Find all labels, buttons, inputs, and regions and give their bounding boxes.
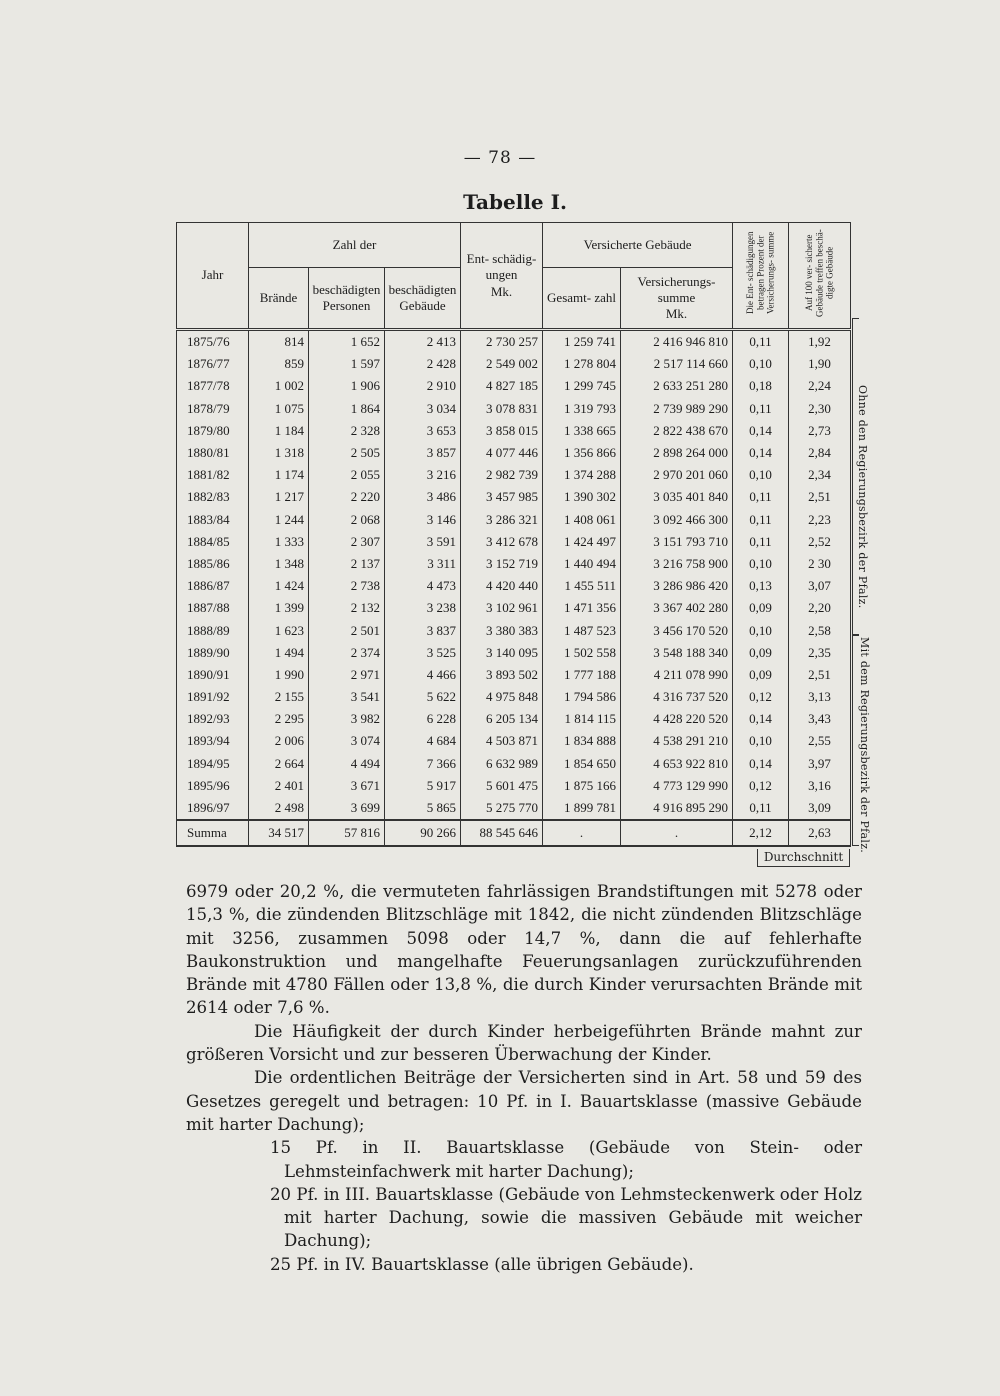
cell-personen: 2 505 bbox=[309, 442, 385, 464]
cell-jahr: 1889/90 bbox=[177, 642, 249, 664]
cell-gebaeude: 2 910 bbox=[385, 375, 461, 397]
cell-auf100: 3,13 bbox=[789, 686, 851, 708]
cell-gesamt: 1 424 497 bbox=[543, 531, 621, 553]
side-note-ohne-pfalz: Ohne den Regierungsbezirk der Pfalz. bbox=[856, 385, 869, 609]
header-personen: beschädigten Personen bbox=[309, 268, 385, 330]
cell-personen: 2 971 bbox=[309, 664, 385, 686]
cell-entsch: 2 730 257 bbox=[461, 330, 543, 354]
cell-proz: 0,14 bbox=[733, 442, 789, 464]
cell-summe: 2 822 438 670 bbox=[621, 420, 733, 442]
cell-personen: 2 137 bbox=[309, 553, 385, 575]
table-row bbox=[177, 420, 851, 442]
cell-entsch: 3 140 095 bbox=[461, 642, 543, 664]
paragraph-class-3: 20 Pf. in III. Bauartsklasse (Gebäude von Lehmsteckenwerk oder Holz mit harter Dachung, sowie die massiven Gebäude mit weicher Dachung); bbox=[270, 1184, 862, 1251]
table-body bbox=[177, 330, 851, 847]
cell-personen: 2 307 bbox=[309, 531, 385, 553]
table-row bbox=[177, 575, 851, 597]
cell-gesamt: 1 440 494 bbox=[543, 553, 621, 575]
cell-jahr: 1888/89 bbox=[177, 619, 249, 641]
summa-auf100: 2,63 bbox=[789, 820, 851, 846]
cell-entsch: 4 077 446 bbox=[461, 442, 543, 464]
cell-proz: 0,10 bbox=[733, 619, 789, 641]
cell-entsch: 5 275 770 bbox=[461, 797, 543, 820]
cell-braende: 1 333 bbox=[249, 531, 309, 553]
summa-label: Summa bbox=[177, 820, 249, 846]
cell-gesamt: 1 834 888 bbox=[543, 730, 621, 752]
cell-entsch: 3 412 678 bbox=[461, 531, 543, 553]
cell-auf100: 3,43 bbox=[789, 708, 851, 730]
cell-proz: 0,09 bbox=[733, 597, 789, 619]
table-row bbox=[177, 330, 851, 354]
cell-braende: 2 664 bbox=[249, 753, 309, 775]
cell-auf100: 2,23 bbox=[789, 509, 851, 531]
cell-auf100: 3,97 bbox=[789, 753, 851, 775]
cell-jahr: 1884/85 bbox=[177, 531, 249, 553]
cell-gesamt: 1 374 288 bbox=[543, 464, 621, 486]
summa-entsch: 88 545 646 bbox=[461, 820, 543, 846]
table-row bbox=[177, 664, 851, 686]
cell-personen: 2 220 bbox=[309, 486, 385, 508]
table-row bbox=[177, 531, 851, 553]
cell-braende: 2 498 bbox=[249, 797, 309, 820]
cell-braende: 1 184 bbox=[249, 420, 309, 442]
cell-personen: 2 328 bbox=[309, 420, 385, 442]
cell-gesamt: 1 278 804 bbox=[543, 353, 621, 375]
cell-personen: 2 068 bbox=[309, 509, 385, 531]
cell-gesamt: 1 356 866 bbox=[543, 442, 621, 464]
cell-braende: 2 401 bbox=[249, 775, 309, 797]
cell-gesamt: 1 319 793 bbox=[543, 398, 621, 420]
cell-summe: 3 035 401 840 bbox=[621, 486, 733, 508]
cell-braende: 2 006 bbox=[249, 730, 309, 752]
cell-auf100: 2,84 bbox=[789, 442, 851, 464]
cell-personen: 3 699 bbox=[309, 797, 385, 820]
cell-auf100: 1,92 bbox=[789, 330, 851, 354]
cell-entsch: 6 205 134 bbox=[461, 708, 543, 730]
summa-row bbox=[177, 820, 851, 846]
cell-jahr: 1893/94 bbox=[177, 730, 249, 752]
cell-proz: 0,11 bbox=[733, 509, 789, 531]
cell-entsch: 3 078 831 bbox=[461, 398, 543, 420]
cell-auf100: 2,52 bbox=[789, 531, 851, 553]
cell-entsch: 6 632 989 bbox=[461, 753, 543, 775]
cell-summe: 3 367 402 280 bbox=[621, 597, 733, 619]
table-row bbox=[177, 509, 851, 531]
cell-gebaeude: 3 486 bbox=[385, 486, 461, 508]
cell-gesamt: 1 487 523 bbox=[543, 619, 621, 641]
cell-gebaeude: 3 034 bbox=[385, 398, 461, 420]
table-row bbox=[177, 553, 851, 575]
cell-braende: 859 bbox=[249, 353, 309, 375]
cell-summe: 2 739 989 290 bbox=[621, 398, 733, 420]
cell-gebaeude: 3 591 bbox=[385, 531, 461, 553]
cell-summe: 4 428 220 520 bbox=[621, 708, 733, 730]
cell-gebaeude: 6 228 bbox=[385, 708, 461, 730]
cell-summe: 3 092 466 300 bbox=[621, 509, 733, 531]
summa-gesamt: . bbox=[543, 820, 621, 846]
cell-gesamt: 1 777 188 bbox=[543, 664, 621, 686]
cell-jahr: 1896/97 bbox=[177, 797, 249, 820]
cell-gesamt: 1 408 061 bbox=[543, 509, 621, 531]
summa-proz: 2,12 bbox=[733, 820, 789, 846]
cell-jahr: 1876/77 bbox=[177, 353, 249, 375]
cell-braende: 1 217 bbox=[249, 486, 309, 508]
cell-gebaeude: 3 216 bbox=[385, 464, 461, 486]
cell-gebaeude: 3 837 bbox=[385, 619, 461, 641]
header-prozent-label: Die Ent- schädigungen betragen Prozent der Versicherungs- summe bbox=[745, 232, 776, 315]
summa-summe: . bbox=[621, 820, 733, 846]
header-jahr: Jahr bbox=[177, 223, 249, 330]
cell-proz: 0,14 bbox=[733, 420, 789, 442]
cell-gebaeude: 7 366 bbox=[385, 753, 461, 775]
cell-proz: 0,09 bbox=[733, 642, 789, 664]
cell-entsch: 4 827 185 bbox=[461, 375, 543, 397]
cell-braende: 1 623 bbox=[249, 619, 309, 641]
cell-gebaeude: 3 857 bbox=[385, 442, 461, 464]
cell-entsch: 4 975 848 bbox=[461, 686, 543, 708]
cell-auf100: 2,20 bbox=[789, 597, 851, 619]
cell-gesamt: 1 338 665 bbox=[543, 420, 621, 442]
cell-personen: 2 501 bbox=[309, 619, 385, 641]
cell-auf100: 2,30 bbox=[789, 398, 851, 420]
header-zahl-der: Zahl der bbox=[249, 223, 461, 268]
cell-proz: 0,10 bbox=[733, 553, 789, 575]
table-row bbox=[177, 375, 851, 397]
cell-gesamt: 1 299 745 bbox=[543, 375, 621, 397]
header-gesamtzahl: Gesamt- zahl bbox=[543, 268, 621, 330]
cell-summe: 3 151 793 710 bbox=[621, 531, 733, 553]
cell-personen: 3 671 bbox=[309, 775, 385, 797]
cell-summe: 3 216 758 900 bbox=[621, 553, 733, 575]
cell-proz: 0,13 bbox=[733, 575, 789, 597]
table-row bbox=[177, 753, 851, 775]
header-auf100-label: Auf 100 ver- sicherte Gebäude treffen beschä- digte Gebäude bbox=[804, 229, 835, 318]
cell-entsch: 5 601 475 bbox=[461, 775, 543, 797]
cell-gesamt: 1 875 166 bbox=[543, 775, 621, 797]
cell-jahr: 1883/84 bbox=[177, 509, 249, 531]
table-row bbox=[177, 353, 851, 375]
header-summe-label: Versicherungs- summe bbox=[637, 273, 716, 305]
cell-jahr: 1879/80 bbox=[177, 420, 249, 442]
cell-gesamt: 1 854 650 bbox=[543, 753, 621, 775]
cell-personen: 1 906 bbox=[309, 375, 385, 397]
cell-proz: 0,11 bbox=[733, 330, 789, 354]
summa-gebaeude: 90 266 bbox=[385, 820, 461, 846]
table-row bbox=[177, 775, 851, 797]
side-note-mit-pfalz: Mit dem Regierungsbezirk der Pfalz. bbox=[858, 637, 871, 854]
cell-summe: 4 211 078 990 bbox=[621, 664, 733, 686]
cell-personen: 3 982 bbox=[309, 708, 385, 730]
cell-entsch: 3 893 502 bbox=[461, 664, 543, 686]
cell-braende: 2 295 bbox=[249, 708, 309, 730]
table-row bbox=[177, 642, 851, 664]
cell-gebaeude: 2 428 bbox=[385, 353, 461, 375]
cell-summe: 4 653 922 810 bbox=[621, 753, 733, 775]
header-summe bbox=[621, 268, 733, 330]
cell-jahr: 1891/92 bbox=[177, 686, 249, 708]
cell-summe: 3 286 986 420 bbox=[621, 575, 733, 597]
cell-entsch: 3 286 321 bbox=[461, 509, 543, 531]
cell-proz: 0,09 bbox=[733, 664, 789, 686]
cell-summe: 3 548 188 340 bbox=[621, 642, 733, 664]
cell-summe: 2 416 946 810 bbox=[621, 330, 733, 354]
cell-braende: 1 244 bbox=[249, 509, 309, 531]
cell-gebaeude: 5 917 bbox=[385, 775, 461, 797]
header-braende: Brände bbox=[249, 268, 309, 330]
cell-gebaeude: 4 466 bbox=[385, 664, 461, 686]
cell-braende: 1 174 bbox=[249, 464, 309, 486]
table-row bbox=[177, 398, 851, 420]
cell-gebaeude: 5 865 bbox=[385, 797, 461, 820]
cell-braende: 1 318 bbox=[249, 442, 309, 464]
cell-gebaeude: 3 525 bbox=[385, 642, 461, 664]
paragraph-class-4: 25 Pf. in IV. Bauartsklasse (alle übrigen Gebäude). bbox=[270, 1254, 694, 1274]
cell-proz: 0,18 bbox=[733, 375, 789, 397]
cell-jahr: 1878/79 bbox=[177, 398, 249, 420]
cell-jahr: 1882/83 bbox=[177, 486, 249, 508]
cell-summe: 4 916 895 290 bbox=[621, 797, 733, 820]
cell-jahr: 1887/88 bbox=[177, 597, 249, 619]
cell-personen: 1 652 bbox=[309, 330, 385, 354]
fire-statistics-table bbox=[176, 222, 851, 847]
header-prozent bbox=[733, 223, 789, 330]
cell-personen: 2 055 bbox=[309, 464, 385, 486]
header-auf100 bbox=[789, 223, 851, 330]
header-entschaedigungen-unit: Mk. bbox=[490, 283, 513, 299]
paragraph-class-2: 15 Pf. in II. Bauartsklasse (Gebäude von Stein- oder Lehmsteinfachwerk mit harter Dachung); bbox=[270, 1138, 862, 1181]
cell-proz: 0,10 bbox=[733, 353, 789, 375]
table-row bbox=[177, 486, 851, 508]
cell-entsch: 3 102 961 bbox=[461, 597, 543, 619]
cell-personen: 4 494 bbox=[309, 753, 385, 775]
table-row bbox=[177, 708, 851, 730]
cell-jahr: 1895/96 bbox=[177, 775, 249, 797]
cell-jahr: 1885/86 bbox=[177, 553, 249, 575]
summa-braende: 34 517 bbox=[249, 820, 309, 846]
cell-gebaeude: 3 238 bbox=[385, 597, 461, 619]
cell-jahr: 1877/78 bbox=[177, 375, 249, 397]
cell-gesamt: 1 471 356 bbox=[543, 597, 621, 619]
cell-jahr: 1890/91 bbox=[177, 664, 249, 686]
cell-gebaeude: 3 311 bbox=[385, 553, 461, 575]
cell-summe: 4 538 291 210 bbox=[621, 730, 733, 752]
cell-personen: 3 074 bbox=[309, 730, 385, 752]
cell-summe: 4 316 737 520 bbox=[621, 686, 733, 708]
cell-gesamt: 1 259 741 bbox=[543, 330, 621, 354]
paragraph-contributions: Die ordentlichen Beiträge der Versicherten sind in Art. 58 und 59 des Gesetzes geregelt und betragen: 10 Pf. in I. Bauartsklasse (massive Gebäude mit harter Dachung); bbox=[186, 1068, 862, 1134]
cell-gebaeude: 3 653 bbox=[385, 420, 461, 442]
table-title: Tabelle I. bbox=[463, 190, 567, 214]
cell-auf100: 2 30 bbox=[789, 553, 851, 575]
header-versicherte: Versicherte Gebäude bbox=[543, 223, 733, 268]
cell-gesamt: 1 455 511 bbox=[543, 575, 621, 597]
paragraph-causes: 6979 oder 20,2 %, die vermuteten fahrlässigen Brandstiftungen mit 5278 oder 15,3 %, die zündenden Blitzschläge mit 1842, die nicht zündenden Blitzschläge mit 3256, zusammen 5098 oder 14,7 %, dann die auf fehlerhafte Baukonstruktion und mangelhafte Feuerungsanlagen zurückzuführenden Brände mit 4780 Fällen oder 13,8 %, die durch Kinder verursachten Brände mit 2614 oder 7,6 %. bbox=[186, 882, 862, 1018]
cell-auf100: 2,35 bbox=[789, 642, 851, 664]
cell-auf100: 2,34 bbox=[789, 464, 851, 486]
header-gebaeude: beschädigten Gebäude bbox=[385, 268, 461, 330]
cell-auf100: 2,24 bbox=[789, 375, 851, 397]
cell-personen: 2 374 bbox=[309, 642, 385, 664]
cell-personen: 3 541 bbox=[309, 686, 385, 708]
cell-braende: 1 002 bbox=[249, 375, 309, 397]
cell-summe: 4 773 129 990 bbox=[621, 775, 733, 797]
table-row bbox=[177, 797, 851, 820]
cell-braende: 814 bbox=[249, 330, 309, 354]
cell-gesamt: 1 814 115 bbox=[543, 708, 621, 730]
cell-gebaeude: 5 622 bbox=[385, 686, 461, 708]
cell-personen: 2 132 bbox=[309, 597, 385, 619]
cell-jahr: 1881/82 bbox=[177, 464, 249, 486]
header-entschaedigungen-label: Ent- schädig- ungen bbox=[466, 251, 537, 283]
cell-proz: 0,11 bbox=[733, 486, 789, 508]
table-row bbox=[177, 442, 851, 464]
cell-auf100: 2,51 bbox=[789, 486, 851, 508]
table-row bbox=[177, 597, 851, 619]
cell-braende: 1 348 bbox=[249, 553, 309, 575]
cell-entsch: 3 380 383 bbox=[461, 619, 543, 641]
cell-gesamt: 1 502 558 bbox=[543, 642, 621, 664]
summa-personen: 57 816 bbox=[309, 820, 385, 846]
cell-braende: 1 494 bbox=[249, 642, 309, 664]
cell-auf100: 3,16 bbox=[789, 775, 851, 797]
cell-braende: 1 990 bbox=[249, 664, 309, 686]
cell-personen: 1 864 bbox=[309, 398, 385, 420]
cell-proz: 0,11 bbox=[733, 531, 789, 553]
statistics-table-container bbox=[176, 222, 850, 847]
cell-gebaeude: 4 684 bbox=[385, 730, 461, 752]
cell-proz: 0,12 bbox=[733, 686, 789, 708]
cell-jahr: 1886/87 bbox=[177, 575, 249, 597]
cell-braende: 2 155 bbox=[249, 686, 309, 708]
cell-braende: 1 424 bbox=[249, 575, 309, 597]
cell-gebaeude: 2 413 bbox=[385, 330, 461, 354]
cell-proz: 0,11 bbox=[733, 398, 789, 420]
cell-entsch: 4 503 871 bbox=[461, 730, 543, 752]
cell-gesamt: 1 390 302 bbox=[543, 486, 621, 508]
cell-proz: 0,11 bbox=[733, 797, 789, 820]
cell-gesamt: 1 794 586 bbox=[543, 686, 621, 708]
cell-auf100: 3,09 bbox=[789, 797, 851, 820]
cell-proz: 0,14 bbox=[733, 708, 789, 730]
cell-proz: 0,12 bbox=[733, 775, 789, 797]
cell-proz: 0,10 bbox=[733, 464, 789, 486]
table-row bbox=[177, 686, 851, 708]
cell-braende: 1 075 bbox=[249, 398, 309, 420]
paragraph-children: Die Häufigkeit der durch Kinder herbeigeführten Brände mahnt zur größeren Vorsicht und zur besseren Überwachung der Kinder. bbox=[186, 1021, 862, 1065]
cell-entsch: 4 420 440 bbox=[461, 575, 543, 597]
cell-auf100: 2,58 bbox=[789, 619, 851, 641]
cell-entsch: 3 152 719 bbox=[461, 553, 543, 575]
cell-entsch: 2 982 739 bbox=[461, 464, 543, 486]
cell-auf100: 2,73 bbox=[789, 420, 851, 442]
cell-auf100: 2,55 bbox=[789, 730, 851, 752]
page-number: — 78 — bbox=[463, 148, 537, 168]
cell-personen: 2 738 bbox=[309, 575, 385, 597]
cell-proz: 0,14 bbox=[733, 753, 789, 775]
cell-entsch: 3 457 985 bbox=[461, 486, 543, 508]
cell-proz: 0,10 bbox=[733, 730, 789, 752]
cell-gebaeude: 4 473 bbox=[385, 575, 461, 597]
cell-jahr: 1894/95 bbox=[177, 753, 249, 775]
header-entschaedigungen bbox=[461, 223, 543, 330]
table-row bbox=[177, 619, 851, 641]
cell-summe: 2 970 201 060 bbox=[621, 464, 733, 486]
cell-gesamt: 1 899 781 bbox=[543, 797, 621, 820]
body-text bbox=[186, 880, 862, 1276]
cell-jahr: 1875/76 bbox=[177, 330, 249, 354]
cell-jahr: 1892/93 bbox=[177, 708, 249, 730]
cell-gebaeude: 3 146 bbox=[385, 509, 461, 531]
cell-entsch: 3 858 015 bbox=[461, 420, 543, 442]
cell-summe: 2 898 264 000 bbox=[621, 442, 733, 464]
table-row bbox=[177, 464, 851, 486]
table-row bbox=[177, 730, 851, 752]
durchschnitt-label: Durchschnitt bbox=[757, 849, 850, 867]
cell-entsch: 2 549 002 bbox=[461, 353, 543, 375]
cell-summe: 3 456 170 520 bbox=[621, 619, 733, 641]
cell-auf100: 1,90 bbox=[789, 353, 851, 375]
cell-auf100: 3,07 bbox=[789, 575, 851, 597]
cell-braende: 1 399 bbox=[249, 597, 309, 619]
cell-summe: 2 633 251 280 bbox=[621, 375, 733, 397]
cell-jahr: 1880/81 bbox=[177, 442, 249, 464]
header-summe-unit: Mk. bbox=[665, 306, 688, 322]
cell-summe: 2 517 114 660 bbox=[621, 353, 733, 375]
cell-auf100: 2,51 bbox=[789, 664, 851, 686]
cell-personen: 1 597 bbox=[309, 353, 385, 375]
